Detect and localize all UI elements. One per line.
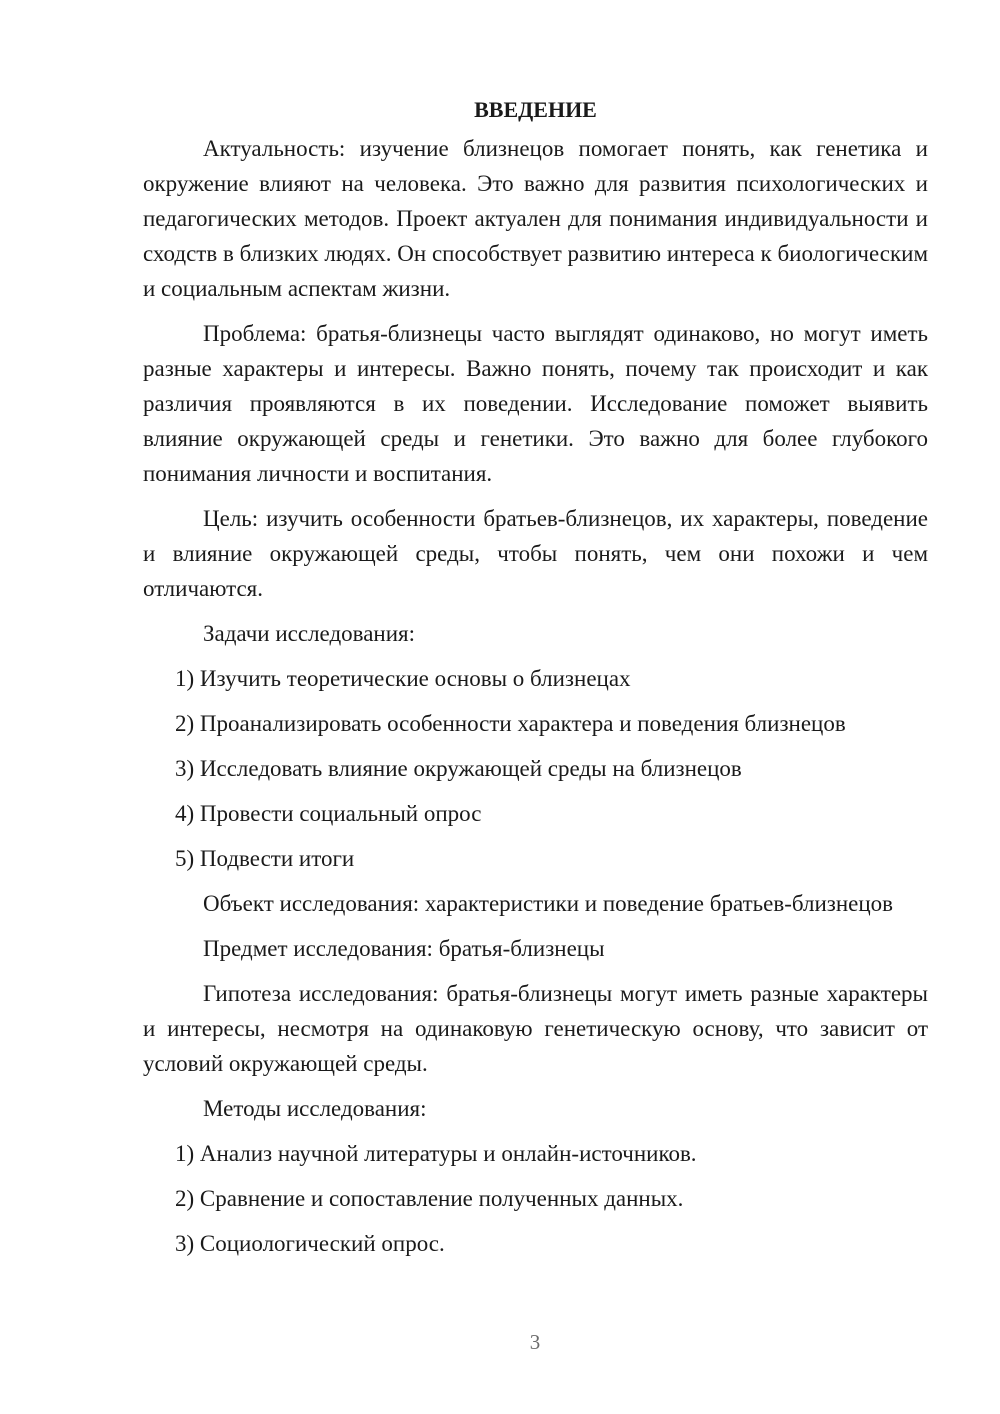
hypothesis-paragraph: Гипотеза исследования: братья-близнецы могут иметь разные характеры и интересы, несмотря на одинаковую генетическую основу, что зависит от условий окружающей среды. [143, 981, 928, 1076]
task-item: 2) Проанализировать особенности характера и поведения близнецов [175, 711, 846, 736]
object-paragraph: Объект исследования: характеристики и поведение братьев-близнецов [203, 891, 894, 916]
method-item: 1) Анализ научной литературы и онлайн-источников. [175, 1141, 697, 1166]
task-item: 1) Изучить теоретические основы о близнецах [175, 666, 631, 691]
task-item: 3) Исследовать влияние окружающей среды на близнецов [175, 756, 742, 781]
task-item: 4) Провести социальный опрос [175, 801, 482, 826]
page-number: 3 [529, 1330, 541, 1354]
subject-paragraph: Предмет исследования: братья-близнецы [203, 936, 605, 961]
problem-paragraph: Проблема: братья-близнецы часто выглядят одинаково, но могут иметь разные характеры и интересы. Важно понять, почему так происходит и как различия проявляются в их поведении. Исследование поможет выявить влияние окружающей среды и генетики. Это важно для более глубокого понимания личности и воспитания. [143, 321, 928, 486]
task-item: 5) Подвести итоги [175, 846, 355, 871]
page-title: ВВЕДЕНИЕ [474, 97, 597, 122]
tasks-heading: Задачи исследования: [203, 621, 416, 646]
goal-paragraph: Цель: изучить особенности братьев-близнецов, их характеры, поведение и влияние окружающей среды, чтобы понять, чем они похожи и чем отличаются. [143, 506, 928, 601]
actuality-paragraph: Актуальность: изучение близнецов помогает понять, как генетика и окружение влияют на человека. Это важно для развития психологических и педагогических методов. Проект актуален для понимания индивидуальности и сходств в близких людях. Он способствует развитию интереса к биологическим и социальным аспектам жизни. [143, 136, 928, 301]
method-item: 2) Сравнение и сопоставление полученных данных. [175, 1186, 684, 1211]
method-item: 3) Социологический опрос. [175, 1231, 445, 1256]
methods-heading: Методы исследования: [203, 1096, 427, 1121]
page-content [143, 92, 928, 1271]
